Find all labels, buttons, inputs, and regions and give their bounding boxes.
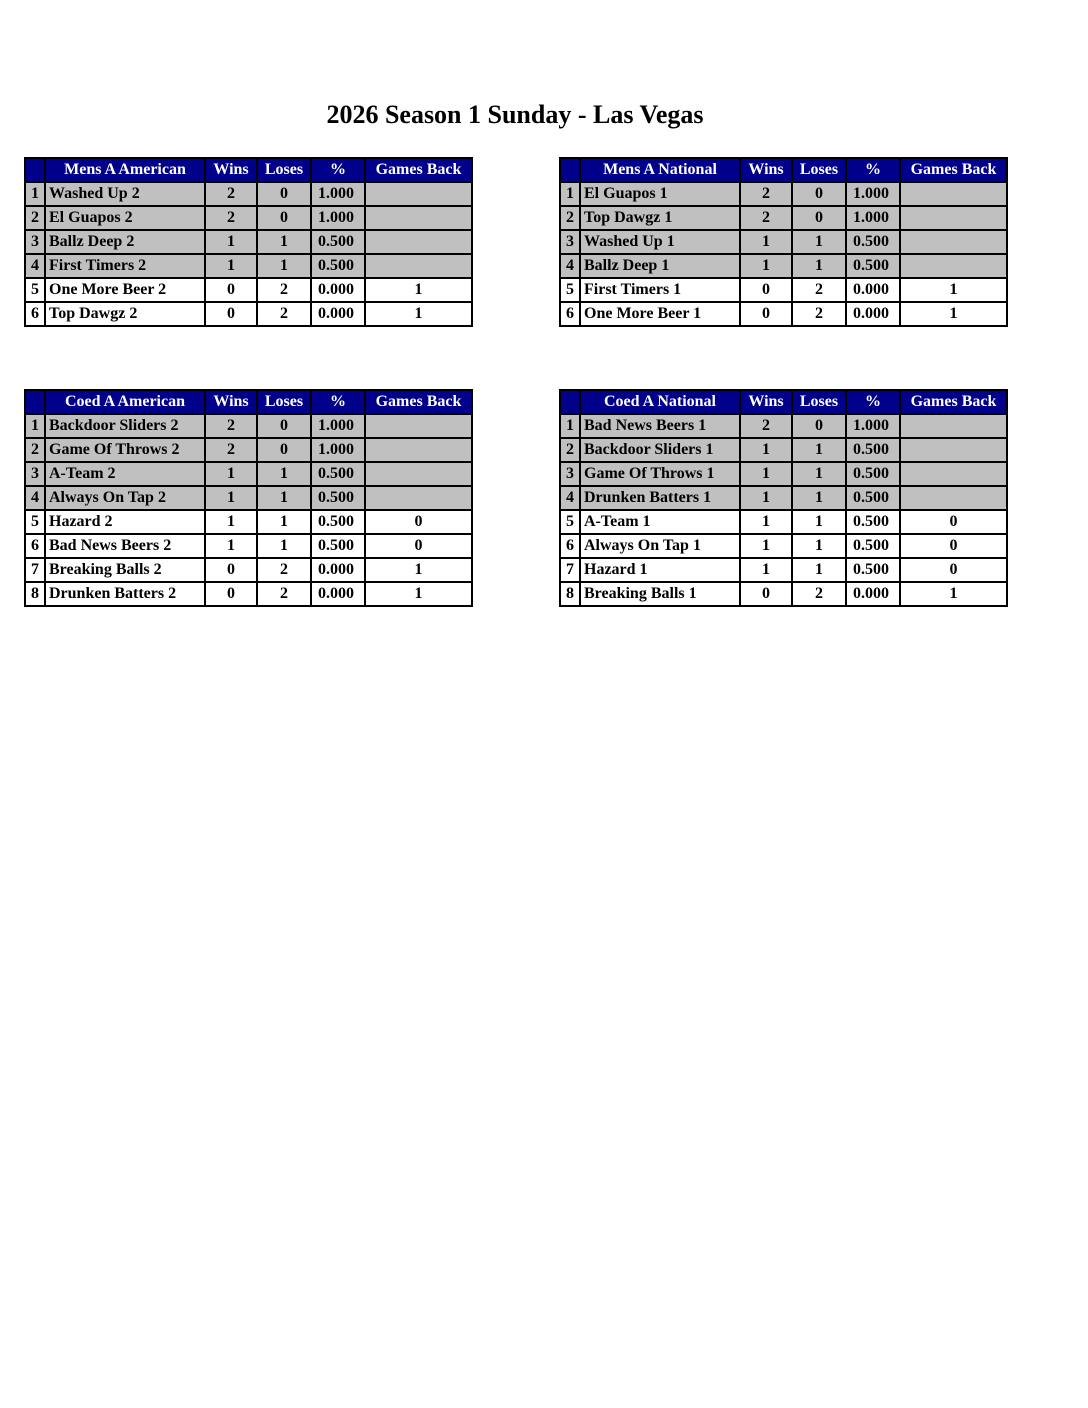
- loses-cell: 0: [792, 414, 846, 438]
- standings-table-coed-a-national: [559, 389, 1008, 607]
- table-row: [25, 278, 472, 302]
- games-back-cell: [365, 182, 472, 206]
- wins-cell: 0: [205, 582, 257, 606]
- standings-table-mens-a-american: [24, 157, 473, 327]
- pct-cell: 0.500: [311, 230, 365, 254]
- pct-cell: 0.500: [311, 534, 365, 558]
- pct-cell: 0.500: [846, 558, 900, 582]
- header-row: [560, 390, 1007, 414]
- team-name: Ballz Deep 2: [45, 230, 205, 254]
- table-row: [560, 534, 1007, 558]
- table-row: [25, 414, 472, 438]
- rank-cell: 6: [560, 302, 580, 326]
- header-loses: Loses: [792, 390, 846, 414]
- wins-cell: 1: [740, 510, 792, 534]
- pct-cell: 0.000: [311, 302, 365, 326]
- header-games-back: Games Back: [900, 158, 1007, 182]
- table-row: [25, 206, 472, 230]
- wins-cell: 2: [205, 182, 257, 206]
- table-row: [560, 510, 1007, 534]
- table-row: [560, 206, 1007, 230]
- loses-cell: 2: [257, 302, 311, 326]
- table-row: [560, 582, 1007, 606]
- team-name: A-Team 2: [45, 462, 205, 486]
- table-row: [25, 582, 472, 606]
- loses-cell: 1: [257, 510, 311, 534]
- header-loses: Loses: [257, 158, 311, 182]
- loses-cell: 1: [792, 534, 846, 558]
- rank-cell: 5: [560, 278, 580, 302]
- wins-cell: 2: [205, 414, 257, 438]
- pct-cell: 0.000: [846, 278, 900, 302]
- pct-cell: 0.500: [846, 462, 900, 486]
- loses-cell: 1: [792, 486, 846, 510]
- team-name: First Timers 1: [580, 278, 740, 302]
- team-name: Always On Tap 2: [45, 486, 205, 510]
- wins-cell: 2: [205, 206, 257, 230]
- wins-cell: 1: [740, 534, 792, 558]
- wins-cell: 0: [740, 302, 792, 326]
- team-name: Bad News Beers 2: [45, 534, 205, 558]
- loses-cell: 0: [257, 414, 311, 438]
- table-row: [25, 438, 472, 462]
- team-name: Backdoor Sliders 2: [45, 414, 205, 438]
- rank-cell: 3: [560, 462, 580, 486]
- wins-cell: 1: [205, 462, 257, 486]
- table-row: [25, 182, 472, 206]
- wins-cell: 1: [205, 230, 257, 254]
- rank-cell: 5: [25, 278, 45, 302]
- loses-cell: 1: [792, 558, 846, 582]
- loses-cell: 0: [257, 206, 311, 230]
- wins-cell: 1: [740, 462, 792, 486]
- team-name: One More Beer 1: [580, 302, 740, 326]
- rank-cell: 1: [25, 414, 45, 438]
- games-back-cell: 1: [900, 582, 1007, 606]
- loses-cell: 0: [792, 206, 846, 230]
- rank-cell: 1: [560, 414, 580, 438]
- table-row: [560, 462, 1007, 486]
- wins-cell: 1: [205, 254, 257, 278]
- header-pct: %: [311, 390, 365, 414]
- team-name: El Guapos 2: [45, 206, 205, 230]
- loses-cell: 1: [257, 486, 311, 510]
- table-row: [25, 558, 472, 582]
- wins-cell: 1: [740, 254, 792, 278]
- rank-cell: 2: [25, 438, 45, 462]
- pct-cell: 0.500: [846, 438, 900, 462]
- games-back-cell: [365, 462, 472, 486]
- loses-cell: 1: [257, 534, 311, 558]
- wins-cell: 0: [740, 582, 792, 606]
- rank-cell: 4: [25, 254, 45, 278]
- games-back-cell: [365, 230, 472, 254]
- table-row: [560, 438, 1007, 462]
- rank-cell: 5: [560, 510, 580, 534]
- games-back-cell: 1: [900, 302, 1007, 326]
- pct-cell: 0.000: [311, 278, 365, 302]
- games-back-cell: 1: [365, 278, 472, 302]
- games-back-cell: [900, 414, 1007, 438]
- loses-cell: 2: [792, 582, 846, 606]
- header-row: [25, 390, 472, 414]
- games-back-cell: [365, 254, 472, 278]
- standings-table-coed-a-american: [24, 389, 473, 607]
- games-back-cell: [900, 254, 1007, 278]
- header-row: [25, 158, 472, 182]
- team-name: Hazard 1: [580, 558, 740, 582]
- games-back-cell: [900, 182, 1007, 206]
- loses-cell: 1: [257, 230, 311, 254]
- wins-cell: 2: [205, 438, 257, 462]
- header-division-name: Mens A National: [580, 158, 740, 182]
- rank-cell: 6: [25, 302, 45, 326]
- team-name: Washed Up 1: [580, 230, 740, 254]
- loses-cell: 1: [257, 462, 311, 486]
- rank-cell: 3: [25, 230, 45, 254]
- wins-cell: 1: [740, 230, 792, 254]
- table-row: [560, 558, 1007, 582]
- table-row: [560, 486, 1007, 510]
- team-name: Always On Tap 1: [580, 534, 740, 558]
- games-back-cell: 0: [365, 534, 472, 558]
- team-name: Drunken Batters 2: [45, 582, 205, 606]
- header-games-back: Games Back: [365, 390, 472, 414]
- page-title: 2026 Season 1 Sunday - Las Vegas: [326, 100, 704, 129]
- pct-cell: 1.000: [311, 414, 365, 438]
- team-name: Backdoor Sliders 1: [580, 438, 740, 462]
- pct-cell: 0.500: [311, 486, 365, 510]
- games-back-cell: 0: [900, 510, 1007, 534]
- header-pct: %: [846, 158, 900, 182]
- pct-cell: 0.500: [311, 510, 365, 534]
- header-games-back: Games Back: [365, 158, 472, 182]
- pct-cell: 0.000: [311, 558, 365, 582]
- header-rank-cell: [560, 390, 580, 414]
- team-name: Game Of Throws 1: [580, 462, 740, 486]
- team-name: Game Of Throws 2: [45, 438, 205, 462]
- loses-cell: 2: [257, 582, 311, 606]
- games-back-cell: [900, 462, 1007, 486]
- rank-cell: 7: [25, 558, 45, 582]
- rank-cell: 4: [560, 254, 580, 278]
- pct-cell: 0.500: [846, 534, 900, 558]
- team-name: Breaking Balls 1: [580, 582, 740, 606]
- rank-cell: 4: [25, 486, 45, 510]
- rank-cell: 3: [25, 462, 45, 486]
- team-name: El Guapos 1: [580, 182, 740, 206]
- games-back-cell: 0: [365, 510, 472, 534]
- header-wins: Wins: [205, 390, 257, 414]
- wins-cell: 0: [740, 278, 792, 302]
- rank-cell: 6: [25, 534, 45, 558]
- games-back-cell: [900, 230, 1007, 254]
- header-division-name: Coed A American: [45, 390, 205, 414]
- team-name: Top Dawgz 2: [45, 302, 205, 326]
- wins-cell: 0: [205, 558, 257, 582]
- table-row: [25, 534, 472, 558]
- team-name: One More Beer 2: [45, 278, 205, 302]
- games-back-cell: [365, 438, 472, 462]
- loses-cell: 2: [792, 278, 846, 302]
- loses-cell: 1: [792, 462, 846, 486]
- loses-cell: 1: [792, 510, 846, 534]
- header-games-back: Games Back: [900, 390, 1007, 414]
- header-wins: Wins: [740, 158, 792, 182]
- team-name: First Timers 2: [45, 254, 205, 278]
- table-row: [25, 462, 472, 486]
- wins-cell: 2: [740, 206, 792, 230]
- games-back-cell: 1: [365, 302, 472, 326]
- games-back-cell: [900, 206, 1007, 230]
- header-loses: Loses: [792, 158, 846, 182]
- loses-cell: 0: [257, 182, 311, 206]
- games-back-cell: 1: [365, 558, 472, 582]
- team-name: Top Dawgz 1: [580, 206, 740, 230]
- rank-cell: 1: [560, 182, 580, 206]
- loses-cell: 1: [792, 230, 846, 254]
- standings-table-mens-a-national: [559, 157, 1008, 327]
- wins-cell: 0: [205, 302, 257, 326]
- wins-cell: 1: [740, 558, 792, 582]
- wins-cell: 1: [205, 510, 257, 534]
- pct-cell: 0.500: [846, 254, 900, 278]
- header-wins: Wins: [205, 158, 257, 182]
- games-back-cell: [365, 206, 472, 230]
- loses-cell: 1: [792, 438, 846, 462]
- wins-cell: 1: [740, 438, 792, 462]
- team-name: A-Team 1: [580, 510, 740, 534]
- pct-cell: 0.500: [846, 230, 900, 254]
- wins-cell: 2: [740, 414, 792, 438]
- header-pct: %: [846, 390, 900, 414]
- team-name: Breaking Balls 2: [45, 558, 205, 582]
- pct-cell: 0.500: [846, 486, 900, 510]
- table-row: [560, 182, 1007, 206]
- header-row: [560, 158, 1007, 182]
- pct-cell: 1.000: [311, 182, 365, 206]
- loses-cell: 0: [792, 182, 846, 206]
- pct-cell: 1.000: [846, 206, 900, 230]
- games-back-cell: 1: [900, 278, 1007, 302]
- games-back-cell: [365, 486, 472, 510]
- pct-cell: 1.000: [311, 206, 365, 230]
- loses-cell: 1: [257, 254, 311, 278]
- header-pct: %: [311, 158, 365, 182]
- table-row: [560, 230, 1007, 254]
- rank-cell: 8: [560, 582, 580, 606]
- games-back-cell: [900, 486, 1007, 510]
- rank-cell: 3: [560, 230, 580, 254]
- table-row: [25, 254, 472, 278]
- team-name: Ballz Deep 1: [580, 254, 740, 278]
- rank-cell: 4: [560, 486, 580, 510]
- loses-cell: 2: [257, 558, 311, 582]
- team-name: Bad News Beers 1: [580, 414, 740, 438]
- pct-cell: 1.000: [311, 438, 365, 462]
- games-back-cell: [900, 438, 1007, 462]
- games-back-cell: 0: [900, 558, 1007, 582]
- pct-cell: 0.000: [311, 582, 365, 606]
- rank-cell: 7: [560, 558, 580, 582]
- header-rank-cell: [560, 158, 580, 182]
- rank-cell: 5: [25, 510, 45, 534]
- rank-cell: 2: [25, 206, 45, 230]
- rank-cell: 6: [560, 534, 580, 558]
- table-row: [560, 278, 1007, 302]
- games-back-cell: 0: [900, 534, 1007, 558]
- wins-cell: 0: [205, 278, 257, 302]
- rank-cell: 1: [25, 182, 45, 206]
- wins-cell: 1: [205, 534, 257, 558]
- games-back-cell: [365, 414, 472, 438]
- table-row: [25, 230, 472, 254]
- loses-cell: 1: [792, 254, 846, 278]
- games-back-cell: 1: [365, 582, 472, 606]
- table-row: [25, 510, 472, 534]
- pct-cell: 0.500: [311, 254, 365, 278]
- rank-cell: 8: [25, 582, 45, 606]
- pct-cell: 0.500: [311, 462, 365, 486]
- header-rank-cell: [25, 158, 45, 182]
- table-row: [560, 254, 1007, 278]
- loses-cell: 0: [257, 438, 311, 462]
- loses-cell: 2: [257, 278, 311, 302]
- header-loses: Loses: [257, 390, 311, 414]
- rank-cell: 2: [560, 206, 580, 230]
- header-division-name: Mens A American: [45, 158, 205, 182]
- pct-cell: 0.000: [846, 302, 900, 326]
- table-row: [25, 486, 472, 510]
- pct-cell: 0.500: [846, 510, 900, 534]
- table-row: [560, 302, 1007, 326]
- loses-cell: 2: [792, 302, 846, 326]
- team-name: Hazard 2: [45, 510, 205, 534]
- pct-cell: 1.000: [846, 414, 900, 438]
- wins-cell: 2: [740, 182, 792, 206]
- pct-cell: 0.000: [846, 582, 900, 606]
- wins-cell: 1: [205, 486, 257, 510]
- pct-cell: 1.000: [846, 182, 900, 206]
- table-row: [560, 414, 1007, 438]
- header-division-name: Coed A National: [580, 390, 740, 414]
- wins-cell: 1: [740, 486, 792, 510]
- rank-cell: 2: [560, 438, 580, 462]
- table-row: [25, 302, 472, 326]
- team-name: Washed Up 2: [45, 182, 205, 206]
- header-wins: Wins: [740, 390, 792, 414]
- team-name: Drunken Batters 1: [580, 486, 740, 510]
- header-rank-cell: [25, 390, 45, 414]
